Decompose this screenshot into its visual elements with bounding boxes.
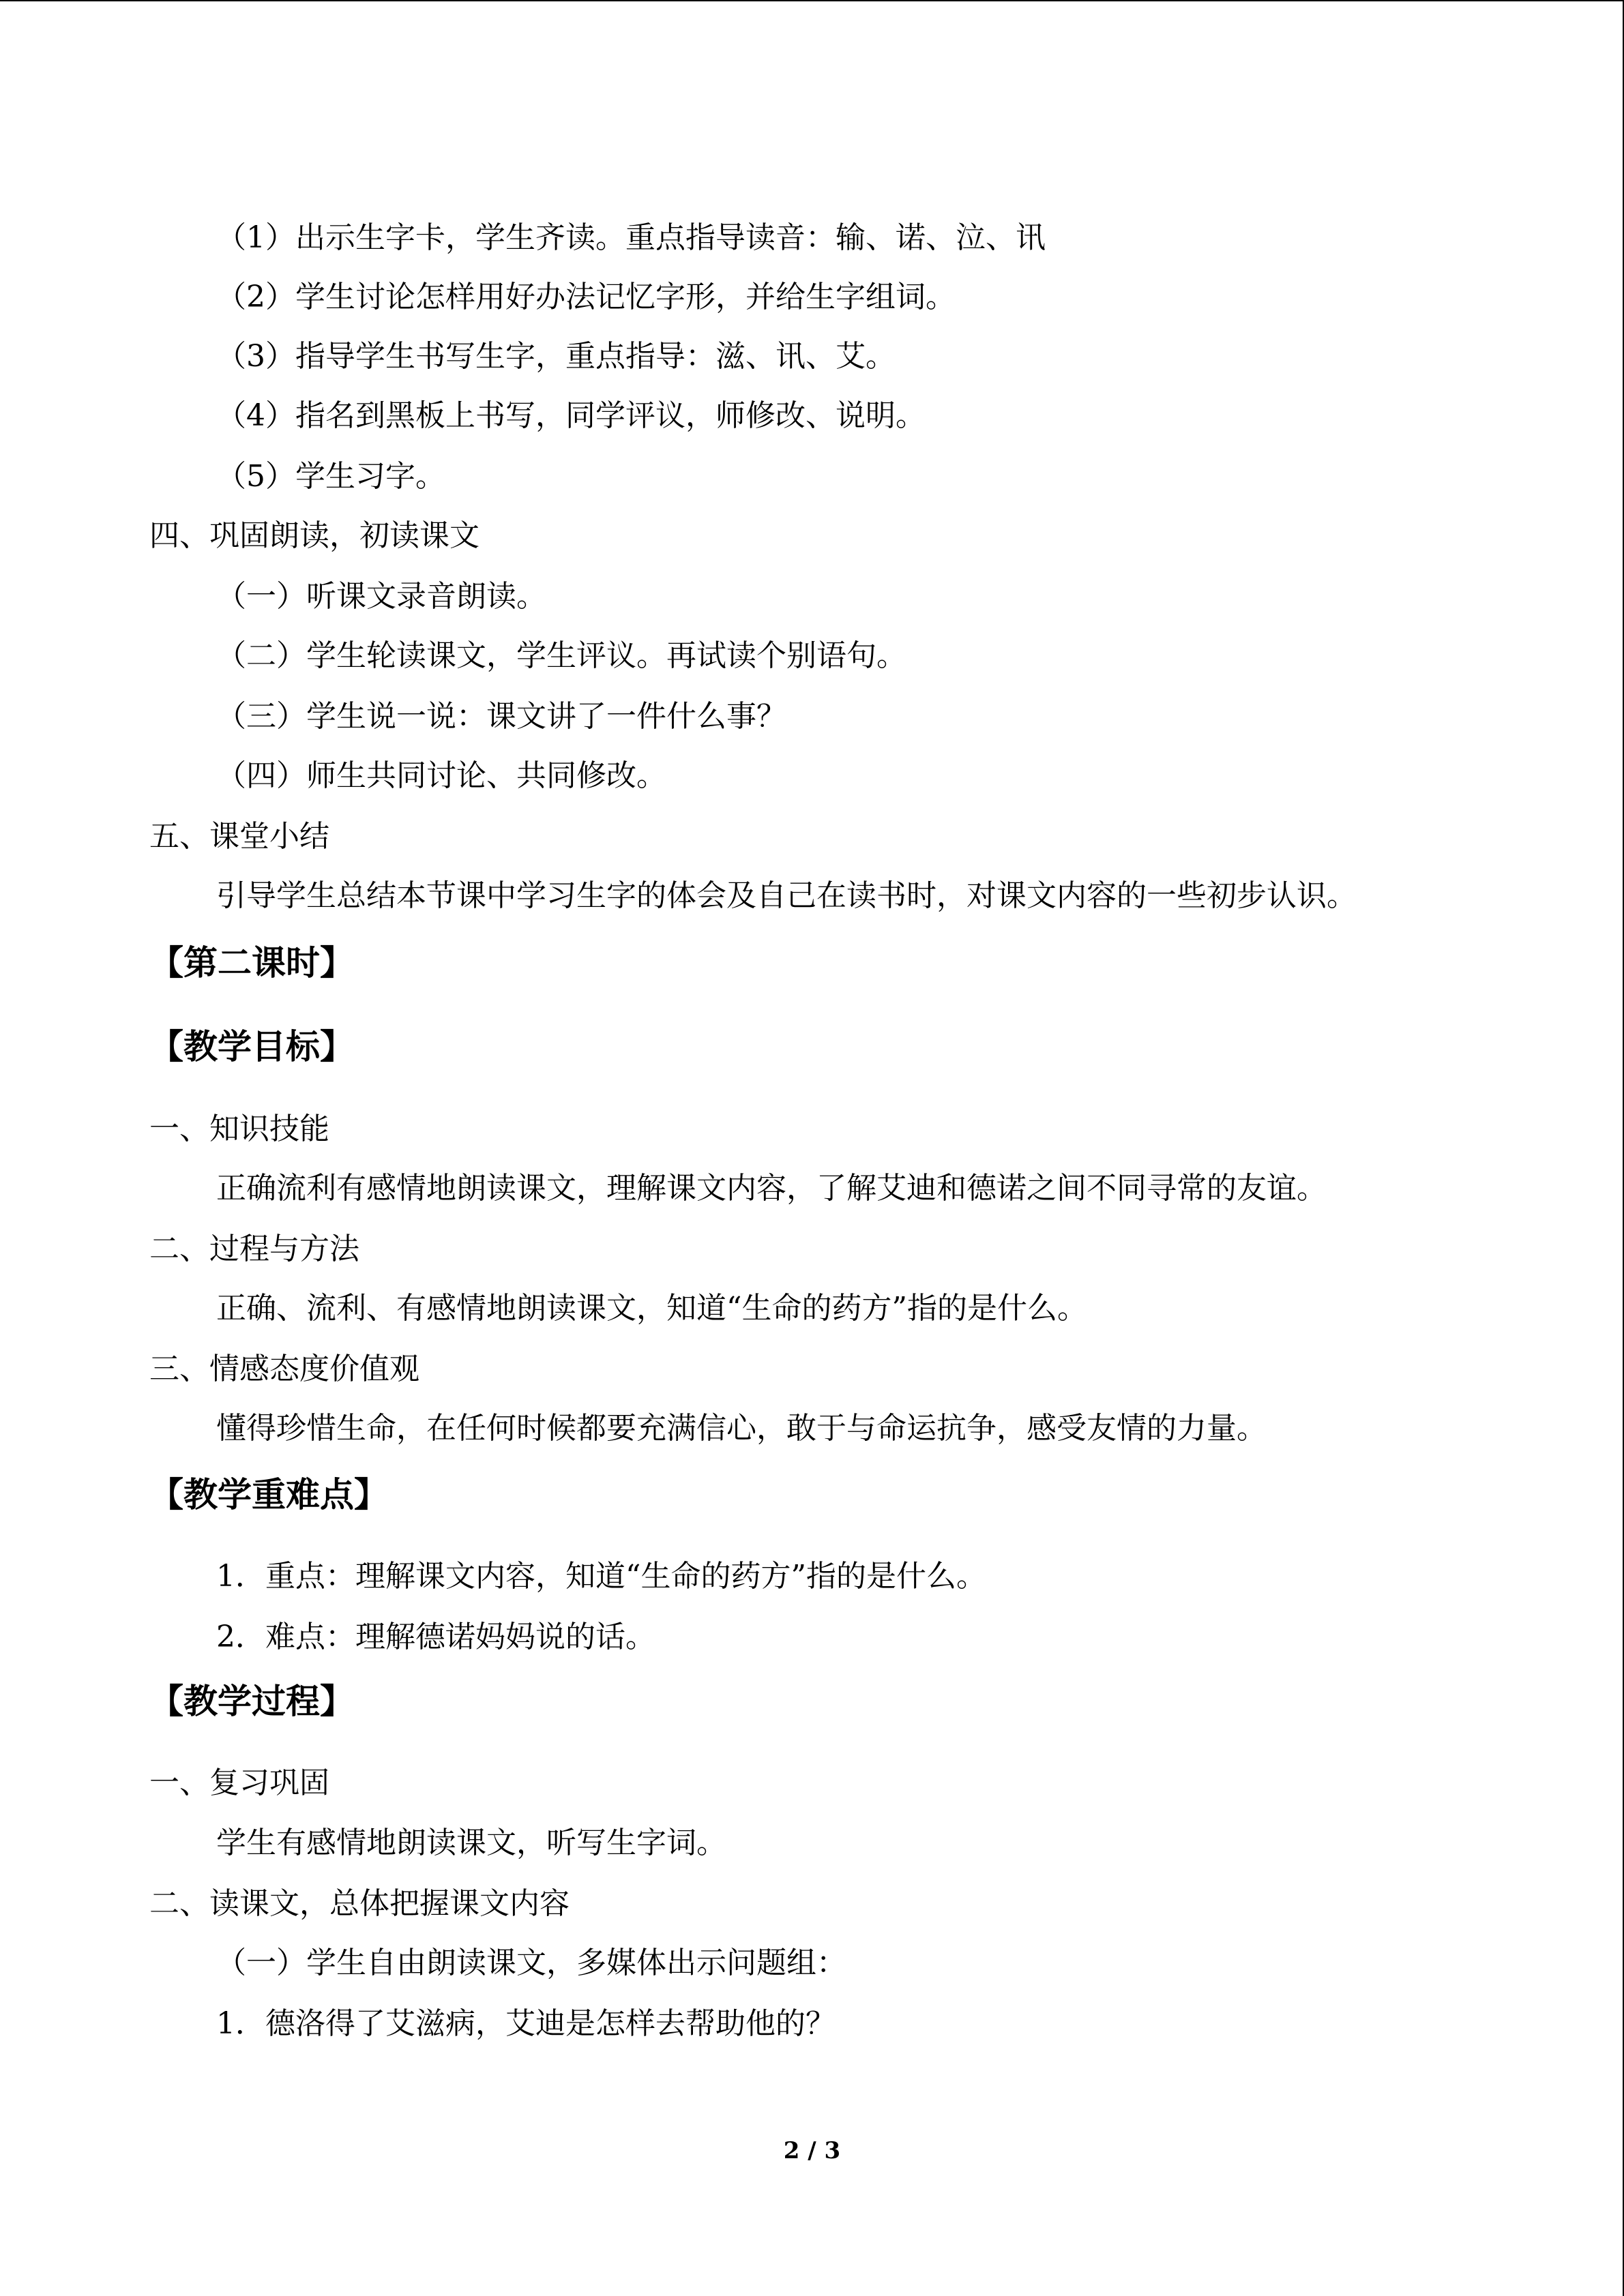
list-item: 1．德洛得了艾滋病，艾迪是怎样去帮助他的？ xyxy=(216,2006,836,2041)
bold-heading: 【教学重难点】 xyxy=(149,1475,388,1515)
text-line: （二）学生轮读课文，学生评议。再试读个别语句。 xyxy=(216,638,906,673)
text-line: （5）学生习字。 xyxy=(216,459,445,494)
text-line: （四）师生共同讨论、共同修改。 xyxy=(216,758,666,793)
text-line: （一）听课文录音朗读。 xyxy=(216,579,546,614)
paragraph: 正确流利有感情地朗读课文，理解课文内容，了解艾迪和德诺之间不同寻常的友谊。 xyxy=(216,1171,1327,1206)
text-line: （2）学生讨论怎样用好办法记忆字形，并给生字组词。 xyxy=(216,280,956,314)
section-heading: 五、课堂小结 xyxy=(149,819,329,854)
section-heading: 一、复习巩固 xyxy=(149,1765,329,1800)
text-line: （1）出示生字卡，学生齐读。重点指导读音：输、诺、泣、讯 xyxy=(216,220,1046,255)
paragraph: 懂得珍惜生命，在任何时候都要充满信心，敢于与命运抗争，感受友情的力量。 xyxy=(216,1411,1267,1446)
text-line: （4）指名到黑板上书写，同学评议，师修改、说明。 xyxy=(216,398,926,433)
paragraph: 正确、流利、有感情地朗读课文，知道“生命的药方”指的是什么。 xyxy=(216,1291,1087,1326)
text-line: （三）学生说一说：课文讲了一件什么事？ xyxy=(216,699,786,734)
page-number: 2 / 3 xyxy=(783,2137,841,2164)
list-item: 1．重点：理解课文内容，知道“生命的药方”指的是什么。 xyxy=(216,1559,986,1594)
text-line: （一）学生自由朗读课文，多媒体出示问题组： xyxy=(216,1945,846,1980)
section-heading: 三、情感态度价值观 xyxy=(149,1352,419,1386)
section-heading: 一、知识技能 xyxy=(149,1112,329,1146)
bold-heading: 【教学过程】 xyxy=(149,1682,354,1721)
section-heading: 四、巩固朗读，初读课文 xyxy=(149,518,479,553)
paragraph: 学生有感情地朗读课文，听写生字词。 xyxy=(216,1825,726,1860)
bold-heading: 【教学目标】 xyxy=(149,1027,354,1067)
paragraph: 引导学生总结本节课中学习生字的体会及自己在读书时，对课文内容的一些初步认识。 xyxy=(216,878,1357,913)
text-line: （3）指导学生书写生字，重点指导：滋、讯、艾。 xyxy=(216,339,896,374)
list-item: 2．难点：理解德诺妈妈说的话。 xyxy=(216,1620,655,1654)
section-heading: 二、读课文，总体把握课文内容 xyxy=(149,1886,570,1921)
bold-heading: 【第二课时】 xyxy=(149,943,354,983)
section-heading: 二、过程与方法 xyxy=(149,1232,359,1266)
